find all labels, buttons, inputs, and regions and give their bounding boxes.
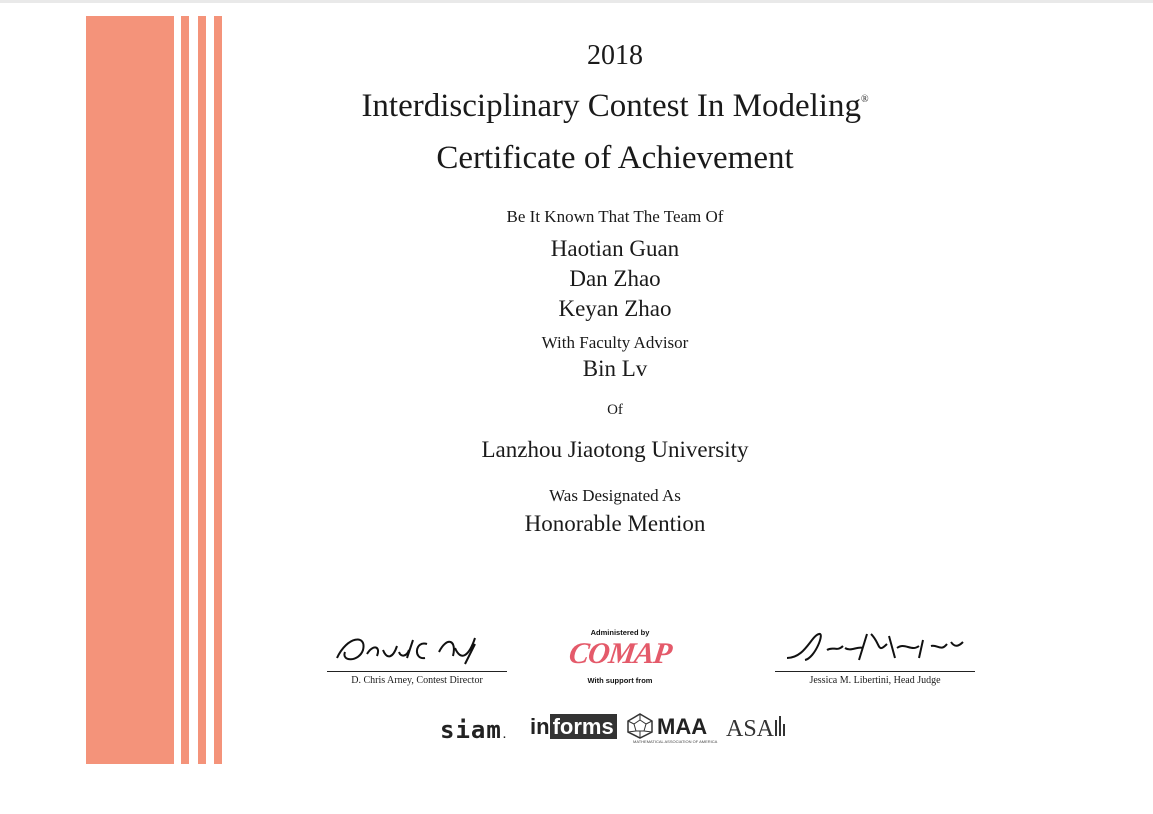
maa-subtitle: MATHEMATICAL ASSOCIATION OF AMERICA bbox=[633, 739, 718, 744]
team-member: Keyan Zhao bbox=[558, 296, 672, 321]
informs-logo-prefix: in bbox=[530, 714, 550, 739]
top-edge bbox=[0, 0, 1153, 3]
asa-bars-icon bbox=[774, 714, 786, 736]
judge-signature-block bbox=[775, 628, 975, 686]
signature-line bbox=[775, 671, 975, 672]
asa-logo bbox=[726, 714, 786, 743]
designated-as-text: Was Designated As bbox=[549, 486, 681, 505]
judge-caption: Jessica M. Libertini, Head Judge bbox=[809, 675, 941, 686]
administered-by-label: Administered by bbox=[590, 628, 650, 637]
university-name: Lanzhou Jiaotong University bbox=[481, 437, 749, 462]
director-signature-icon bbox=[327, 630, 507, 666]
registered-mark: ® bbox=[860, 94, 869, 105]
informs-logo bbox=[530, 714, 617, 740]
judge-signature-icon bbox=[775, 628, 975, 666]
administrator-block bbox=[560, 628, 680, 685]
certificate-year: 2018 bbox=[587, 40, 643, 71]
decorative-stripe-wide bbox=[86, 16, 174, 764]
team-member: Dan Zhao bbox=[569, 266, 661, 291]
decorative-stripe-thin bbox=[198, 16, 206, 764]
contest-name bbox=[361, 88, 868, 125]
informs-logo-box: forms bbox=[550, 714, 617, 739]
decorative-stripe-thin bbox=[214, 16, 222, 764]
contest-name-text: Interdisciplinary Contest In Modeling bbox=[361, 88, 861, 124]
siam-logo-text: siam bbox=[440, 716, 502, 744]
director-caption: D. Chris Arney, Contest Director bbox=[351, 675, 483, 686]
sponsor-logos bbox=[440, 712, 790, 746]
signature-line bbox=[327, 671, 507, 672]
siam-logo: siam. bbox=[440, 716, 509, 744]
certificate-title: Certificate of Achievement bbox=[436, 140, 794, 176]
director-signature-block bbox=[327, 630, 507, 686]
of-text: Of bbox=[607, 402, 623, 418]
maa-logo-text: MAA bbox=[657, 714, 708, 739]
faculty-advisor-name: Bin Lv bbox=[582, 356, 648, 381]
maa-logo bbox=[625, 712, 735, 746]
team-member: Haotian Guan bbox=[550, 236, 680, 261]
asa-logo-text: ASA bbox=[726, 716, 775, 742]
comap-logo: COMAP bbox=[566, 637, 674, 670]
decorative-stripe-thin bbox=[181, 16, 189, 764]
be-known-text: Be It Known That The Team Of bbox=[506, 207, 724, 226]
maa-polyhedron-icon bbox=[625, 712, 655, 740]
with-support-label: With support from bbox=[587, 676, 653, 685]
faculty-advisor-label: With Faculty Advisor bbox=[541, 333, 689, 352]
award-level: Honorable Mention bbox=[524, 511, 706, 536]
